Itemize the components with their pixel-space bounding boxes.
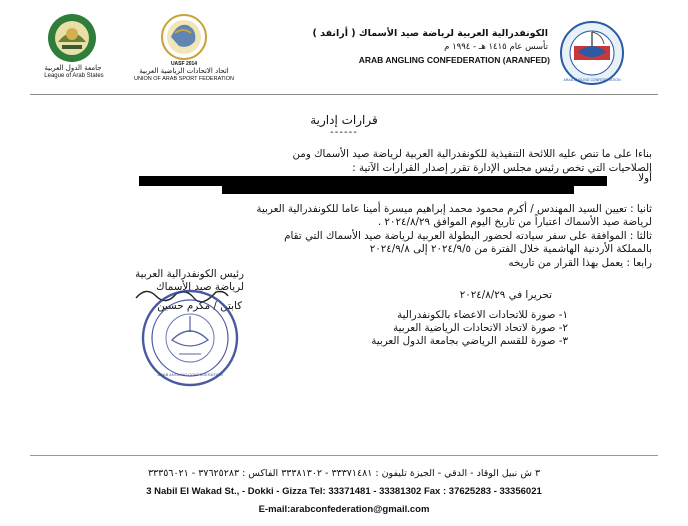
footer-english-address: 3 Nabil El Wakad St., - Dokki - Gizza Tel: 33371481 - 33381302 Fax : 37625283 - 33356021 — [146, 486, 542, 497]
signature-name: كابتن / مكرم حسين — [157, 300, 242, 312]
letter-title: قرارات إدارية — [310, 113, 378, 127]
copy-item-2: ٢- صورة لاتحاد الاتحادات الرياضية العربية — [393, 322, 568, 334]
confederation-arabic-name: الكونفدرالية العربية لرياضة صيد الأسماك ( أرانفد ) — [312, 28, 548, 39]
item-second-line-1: ثانيا : تعيين السيد المهندس / أكرم محمود محمد إبراهيم ميسرة أمينا عاما للكونفدرالية العربية — [256, 203, 652, 215]
footer-email: E-mail:arabconfederation@gmail.com — [258, 504, 430, 515]
footer-arabic-address: ٣ ش نبيل الوقاد - الدقي - الجيزة تليفون : ٣٣٣٧١٤٨١ - ٣٣٣٨١٣٠٢ الفاكس : ٣٧٦٢٥٢٨٣ - ٣٣٣٥٦٠٢١ — [147, 468, 541, 479]
footer-divider — [30, 455, 658, 456]
uasf-logo — [153, 13, 215, 63]
confederation-logo-ring-text: ARAB ANGLING CONFEDERATION — [563, 78, 621, 82]
item-third-line-2: بالمملكة الأردنية الهاشمية خلال الفترة من ٢٠٢٤/٩/٥ إلى ٢٠٢٤/٩/٨ — [369, 243, 652, 255]
stamp-text: ARAB ANGLING CONFEDERATION — [157, 372, 223, 377]
arab-league-arabic-name: جامعة الدول العربية — [44, 64, 102, 72]
copy-item-1: ١- صورة للاتحادات الاعضاء بالكونفدرالية — [397, 309, 568, 321]
uasf-badge-text: UASF 2014 — [170, 61, 198, 67]
confederation-founded: تأسس عام ١٤١٥ هـ - ١٩٩٤ م — [444, 42, 548, 52]
item-third-line-1: ثالثا : الموافقة على سفر سيادته لحضور البطولة العربية لرياضة صيد الأسماك التي تقام — [284, 230, 652, 242]
confederation-logo — [558, 20, 626, 86]
dated-line: تحريرا في ٢٠٢٤/٨/٢٩ — [459, 289, 552, 301]
item-second-line-2: لرياضة صيد الأسماك اعتباراً من تاريخ اليوم الموافق ٢٠٢٤/٨/٢٩ . — [377, 216, 652, 228]
uasf-english-name: UNION OF ARAB SPORT FEDERATION — [134, 76, 234, 82]
item-fourth: رابعا : يعمل بهذا القرار من تاريخه — [508, 257, 652, 269]
header-divider — [30, 94, 658, 95]
redaction-bar-2 — [222, 184, 574, 194]
letter-title-underline: ------ — [330, 127, 358, 138]
arab-league-logo — [44, 12, 100, 64]
signature-title-line-2: لرياضة صيد الأسماك — [156, 281, 244, 293]
arab-league-english-name: League of Arab States — [44, 73, 104, 79]
confederation-english-name: ARAB ANGLING CONFEDERATION (ARANFED) — [358, 55, 550, 65]
item-first-label: أولا — [638, 172, 652, 184]
intro-line-2: الصلاحيات التي تخص رئيس مجلس الإدارة تقرر إصدار القرارات الآتية : — [352, 162, 652, 174]
uasf-arabic-name: اتحاد الاتحادات الرياضية العربية — [139, 67, 229, 75]
intro-line-1: بناءا على ما تنص عليه اللائحة التنفيذية للكونفدرالية العربية لرياضة صيد الأسماك ومن — [292, 148, 652, 160]
signature-title-line-1: رئيس الكونفدرالية العربية — [135, 268, 244, 280]
copy-item-3: ٣- صورة للقسم الرياضي بجامعة الدول العربية — [371, 335, 568, 347]
